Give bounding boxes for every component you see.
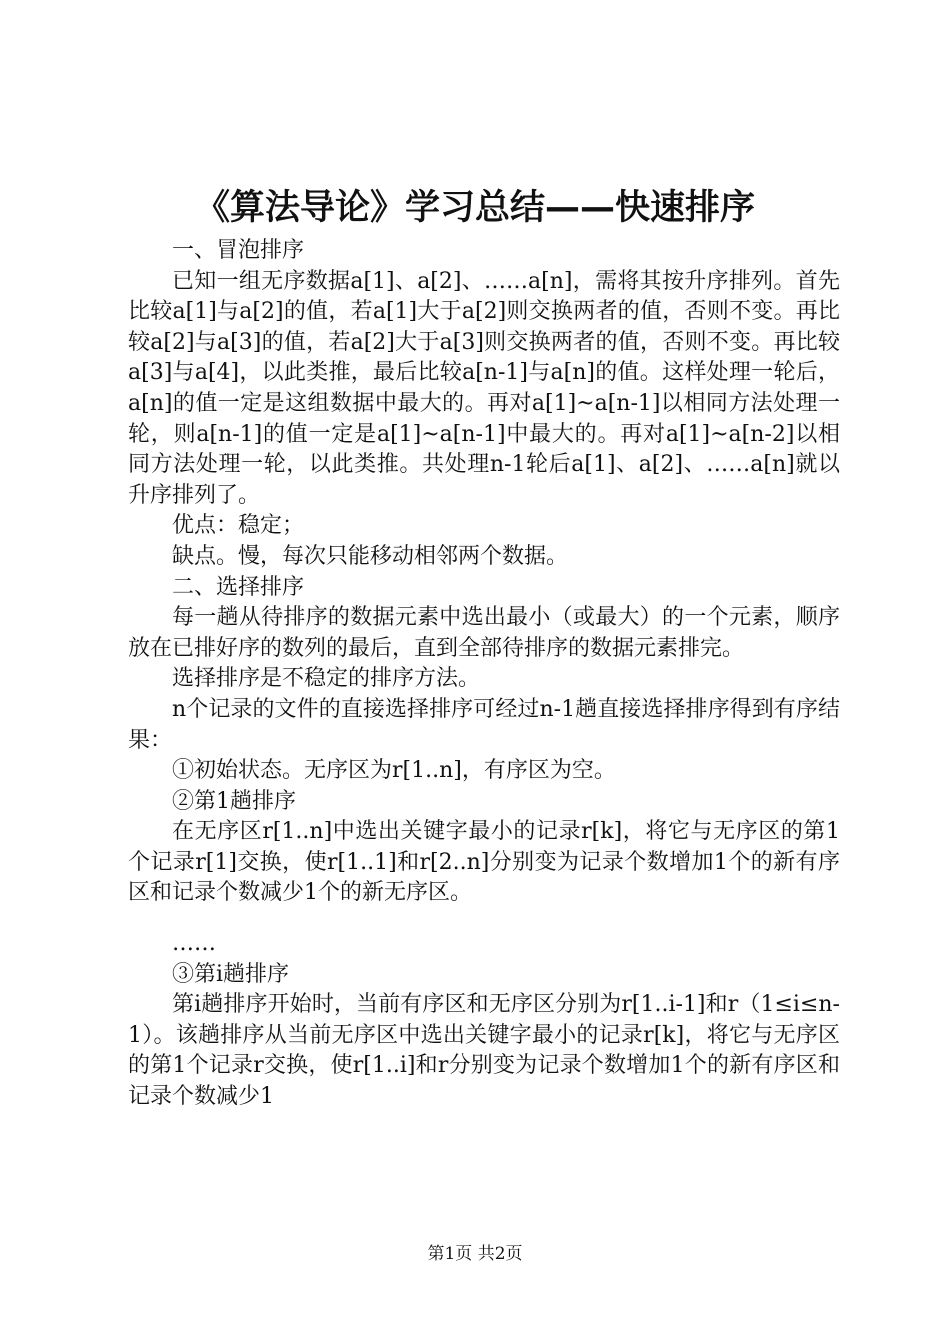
paragraph-bubble-sort-description: 已知一组无序数据a[1]、a[2]、……a[n]，需将其按升序排列。首先比较a[1]与a[2]的值，若a[1]大于a[2]则交换两者的值，否则不变。再比较a[2]与a[3]的值，若a[2]大于a[3]则交换两者的值，否则不变。再比较a[3]与a[4]，以此类推，最后比较a[n-1]与a[n]的值。这样处理一轮后，a[n]的值一定是这组数据中最大的。再对a[1]~a[n-1]以相同方法处理一轮，则a[n-1]的值一定是a[1]~a[n-1]中最大的。再对a[1]~a[n-2]以相同方法处理一轮，以此类推。共处理n-1轮后a[1]、a[2]、……a[n]就以升序排列了。 — [128, 268, 840, 508]
paragraph-step-ith-pass: ③第i趟排序 — [172, 961, 290, 987]
paragraph-selection-sort-stability: 选择排序是不稳定的排序方法。 — [172, 666, 481, 692]
paragraph-ith-pass-description: 第i趟排序开始时，当前有序区和无序区分别为r[1..i-1]和r（1≤i≤n-1）。该趟排序从当前无序区中选出关键字最小的记录r[k]，将它与无序区的第1个记录r交换，使r[1..i]和r分别变为记录个数增加1个的新有序区和记录个数减少1 — [128, 992, 840, 1110]
paragraph-step-first-pass: ②第1趟排序 — [172, 788, 296, 814]
paragraph-disadvantages: 缺点。慢，每次只能移动相邻两个数据。 — [172, 543, 569, 569]
page-number-footer: 第1页 共2页 — [427, 1244, 523, 1264]
paragraph-first-pass-description: 在无序区r[1..n]中选出关键字最小的记录r[k]，将它与无序区的第1个记录r[1]交换，使r[1..1]和r[2..n]分别变为记录个数增加1个的新有序区和记录个数减少1个的新无序区。 — [128, 819, 840, 906]
section-heading-selection-sort: 二、选择排序 — [172, 574, 305, 600]
document-body — [128, 236, 840, 1113]
paragraph-selection-sort-description: 每一趟从待排序的数据元素中选出最小（或最大）的一个元素，顺序放在已排好序的数列的最后，直到全部待排序的数据元素排完。 — [128, 605, 840, 661]
document-title: 《算法导论》学习总结——快速排序 — [194, 188, 755, 228]
paragraph-selection-sort-passes: n个记录的文件的直接选择排序可经过n-1趟直接选择排序得到有序结果： — [128, 696, 840, 753]
paragraph-ellipsis: …… — [172, 931, 216, 957]
paragraph-step-initial-state: ①初始状态。无序区为r[1..n]，有序区为空。 — [172, 758, 616, 784]
section-heading-bubble-sort: 一、冒泡排序 — [172, 238, 305, 263]
paragraph-advantages: 优点：稳定； — [172, 513, 305, 539]
